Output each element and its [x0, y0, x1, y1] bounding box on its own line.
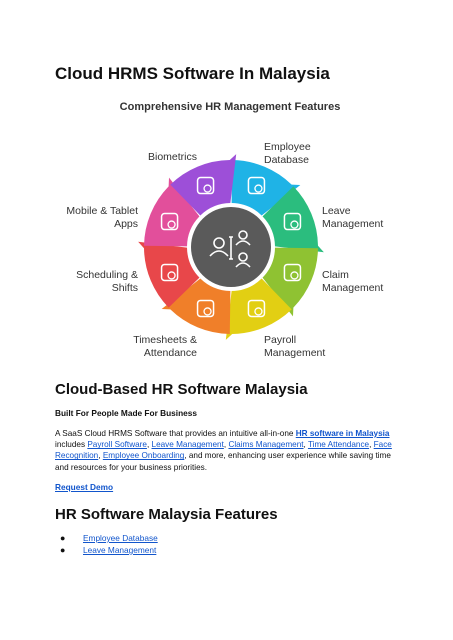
calendar-icon-detail	[168, 272, 175, 279]
segment-label: Leave Management	[322, 205, 384, 230]
tablet-icon-detail	[168, 221, 175, 228]
separator: ,	[98, 451, 103, 461]
includes-text: includes	[55, 440, 88, 450]
hr-software-link[interactable]: HR software in Malaysia	[295, 429, 390, 438]
fingerprint-icon-detail	[204, 185, 211, 192]
request-demo-link[interactable]: Request Demo	[55, 482, 114, 492]
segment-label: Payroll Management	[264, 334, 326, 359]
database-user-icon-detail	[255, 185, 262, 192]
separator: ,	[146, 440, 152, 450]
separator: ,	[303, 440, 308, 450]
page-title: Cloud HRMS Software In Malaysia	[55, 64, 330, 83]
face-recognition-link[interactable]: Face Recognition	[55, 440, 392, 461]
segment-label: Biometrics	[147, 151, 197, 163]
claim-receipt-icon-detail	[291, 272, 298, 279]
time-attendance-link[interactable]: Time Attendance	[307, 440, 370, 450]
leave-management-list-link[interactable]: Leave Management	[83, 545, 157, 555]
section-heading-cloud-hr: Cloud-Based HR Software Malaysia	[55, 381, 308, 398]
payroll-software-link[interactable]: Payroll Software	[87, 440, 147, 450]
list-item	[60, 533, 163, 544]
segment-label: Mobile & Tablet Apps	[66, 205, 138, 230]
segment-label: Timesheets & Attendance	[133, 334, 197, 359]
separator: ,	[369, 440, 374, 450]
intro-paragraph	[55, 428, 405, 473]
employee-onboarding-link[interactable]: Employee Onboarding	[102, 451, 185, 461]
leave-management-link[interactable]: Leave Management	[151, 440, 224, 450]
wheel	[138, 154, 324, 340]
segment-label: Scheduling & Shifts	[76, 269, 138, 294]
features-diagram	[0, 96, 453, 366]
employee-database-link[interactable]: Employee Database	[83, 533, 158, 543]
claims-management-link[interactable]: Claims Management	[228, 440, 304, 450]
features-list	[60, 533, 163, 557]
section-subheading: Built For People Made For Business	[55, 408, 197, 418]
bullet-icon: ●	[60, 533, 66, 543]
bullet-icon: ●	[60, 545, 66, 555]
calendar-clock-icon-detail	[204, 308, 211, 315]
segment-label: Employee Database	[264, 141, 311, 166]
calculator-icon-detail	[255, 308, 262, 315]
section-heading-features: HR Software Malaysia Features	[55, 506, 278, 523]
separator: ,	[223, 440, 229, 450]
intro-text: A SaaS Cloud HRMS Software that provides an intuitive all-in-one	[55, 429, 296, 438]
segment-label: Claim Management	[322, 269, 384, 294]
list-item	[60, 545, 163, 556]
leave-eye-icon-detail	[291, 221, 298, 228]
diagram-title: Comprehensive HR Management Features	[119, 101, 341, 113]
ending-text: , and more, enhancing user experience while saving time and resources for your business priorities.	[55, 451, 391, 472]
